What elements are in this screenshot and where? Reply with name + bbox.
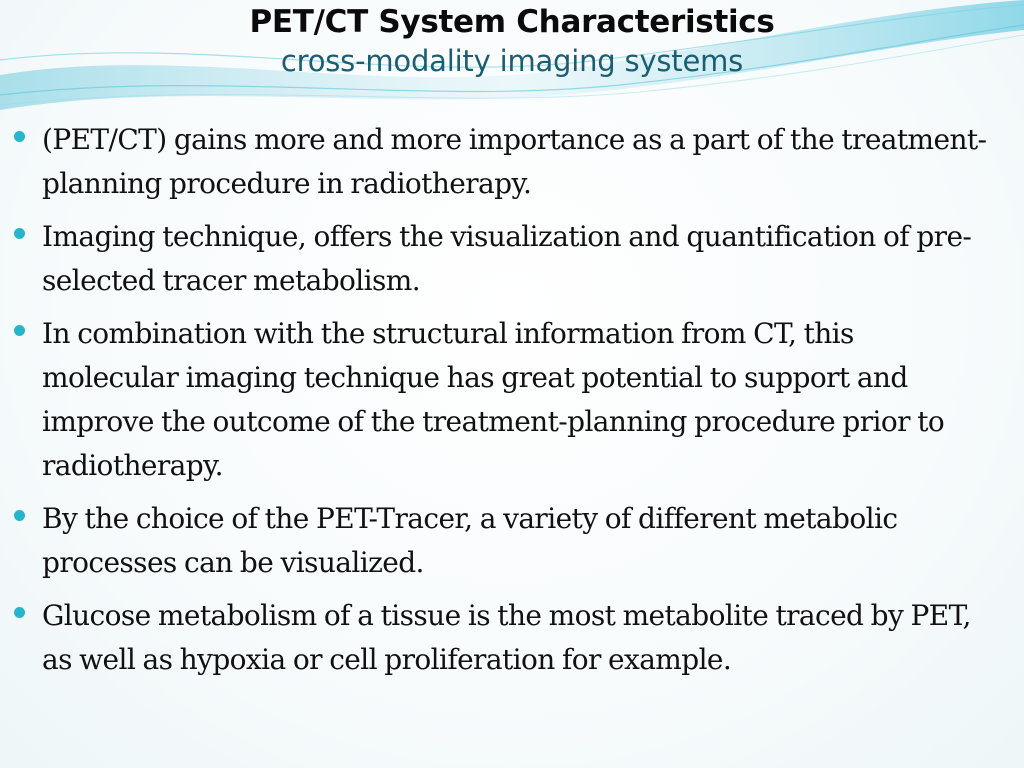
bullet-dot-icon [14,228,25,239]
bullet-item [14,312,994,488]
bullet-dot-icon [14,131,25,142]
slide-subtitle: cross-modality imaging systems [280,44,744,78]
bullet-dot-icon [14,510,25,521]
bullet-item [14,594,994,682]
bullet-dot-icon [14,607,25,618]
bullet-text: (PET/CT) gains more and more importance as a part of the treatment-planning procedure in radiotherapy. [42,123,987,200]
bullet-list [14,118,994,691]
bullet-text: Glucose metabolism of a tissue is the most metabolite traced by PET, as well as hypoxia or cell proliferation for example. [42,599,971,676]
bullet-text: In combination with the structural information from CT, this molecular imaging technique has great potential to support and improve the outcome of the treatment-planning procedure prior to radiotherapy. [42,317,945,482]
bullet-item [14,118,994,206]
bullet-text: Imaging technique, offers the visualization and quantification of pre-selected tracer metabolism. [42,220,972,297]
title-block [0,0,1024,80]
bullet-dot-icon [14,325,25,336]
bullet-item [14,497,994,585]
bullet-item [14,215,994,303]
bullet-text: By the choice of the PET-Tracer, a variety of different metabolic processes can be visualized. [42,502,898,579]
slide-title: PET/CT System Characteristics [249,4,775,40]
